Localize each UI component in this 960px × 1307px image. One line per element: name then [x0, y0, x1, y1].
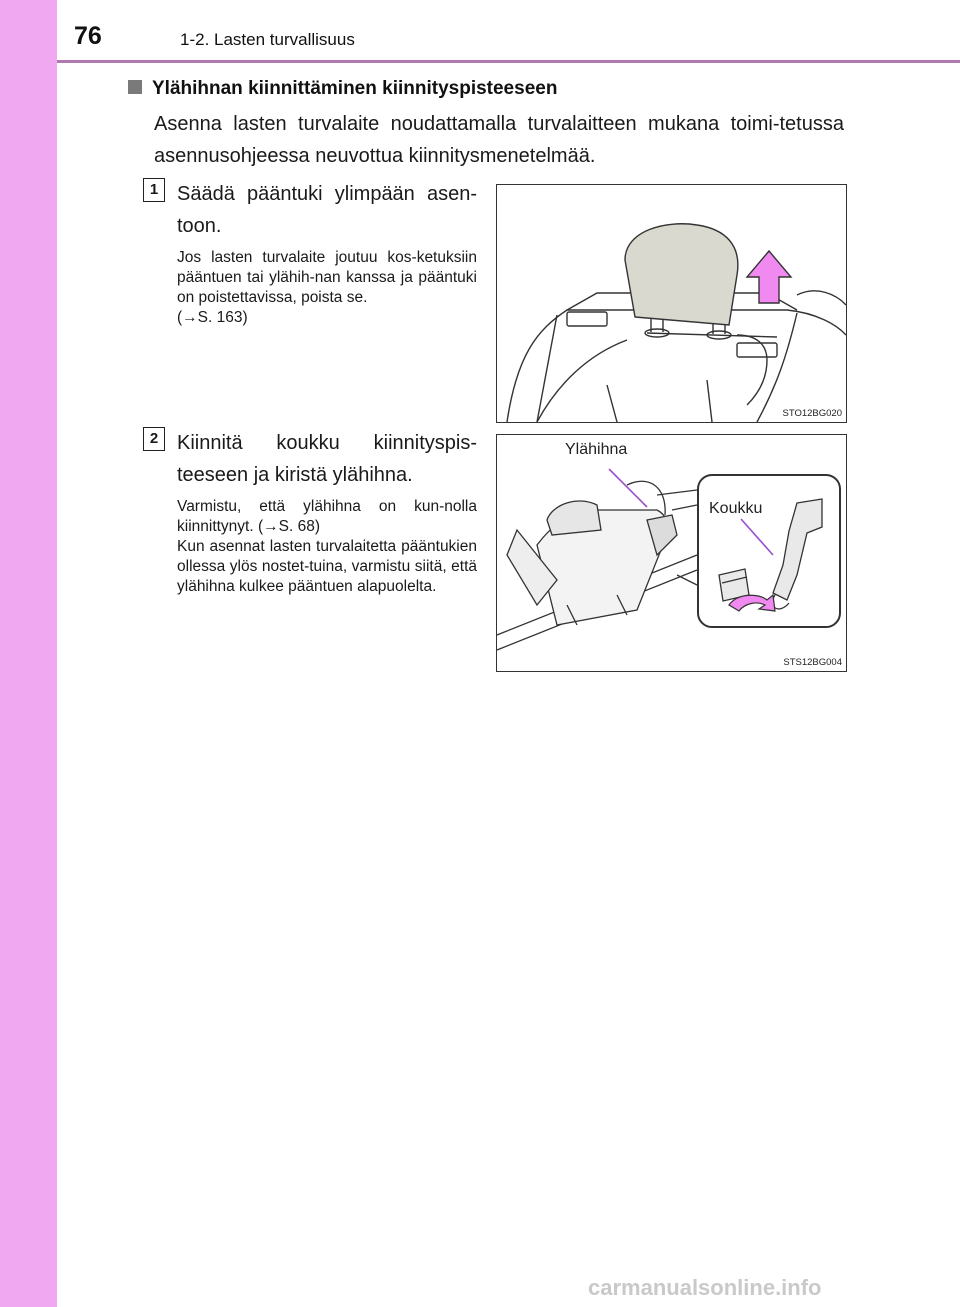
- square-bullet-icon: [128, 80, 142, 94]
- step-2-note-text-2: Kun asennat lasten turvalaitetta pääntukien ollessa ylös nostet-tuina, varmistu siitä, että ylähihna kulkee pääntuen alapuolelta.: [177, 538, 477, 595]
- heading-text: Ylähihnan kiinnittäminen kiinnityspisteeseen: [152, 78, 558, 99]
- tether-drawing: [497, 435, 846, 671]
- strap-callout-line: [609, 469, 647, 507]
- step-2-note: [177, 497, 477, 597]
- page-number: 76: [74, 22, 102, 50]
- step-2-note-text-1: Varmistu, että ylähihna on kun-nolla kiinnittynyt. (→S. 68): [177, 498, 477, 535]
- headrest-drawing: [497, 185, 846, 422]
- hook-label: Koukku: [709, 500, 763, 517]
- section-heading: [128, 78, 557, 100]
- up-arrow-icon: [747, 251, 791, 303]
- section-title: 1-2. Lasten turvallisuus: [180, 30, 355, 49]
- side-tab-bar: [0, 0, 57, 1307]
- step-1-note: [177, 248, 477, 328]
- footer-watermark: carmanualsonline.info: [588, 1275, 822, 1300]
- figure-2-code: STS12BG004: [783, 657, 842, 668]
- tether-hook-illustration: [496, 434, 847, 672]
- step-1-page-ref: (→S. 163): [177, 309, 248, 326]
- step-1-note-text: Jos lasten turvalaite joutuu kos-ketuksiin pääntuen tai ylähih-nan kanssa ja pääntuki on poistettavissa, poista se.: [177, 249, 477, 306]
- strap-label: Ylähihna: [565, 441, 628, 458]
- step-2-instruction: Kiinnitä koukku kiinnityspis-teeseen ja kiristä ylähihna.: [177, 432, 477, 486]
- figure-1-code: STO12BG020: [782, 408, 842, 419]
- step-1-instruction: Säädä pääntuki ylimpään asen-toon.: [177, 183, 477, 237]
- intro-paragraph: Asenna lasten turvalaite noudattamalla turvalaitteen mukana toimi-tetussa asennusohjeessa neuvottua kiinnitysmenetelmää.: [154, 113, 844, 167]
- headrest-illustration: [496, 184, 847, 423]
- step-number-2: 2: [143, 427, 165, 451]
- headrest-shape: [625, 224, 738, 325]
- step-number-1: 1: [143, 178, 165, 202]
- header-divider: [57, 60, 960, 63]
